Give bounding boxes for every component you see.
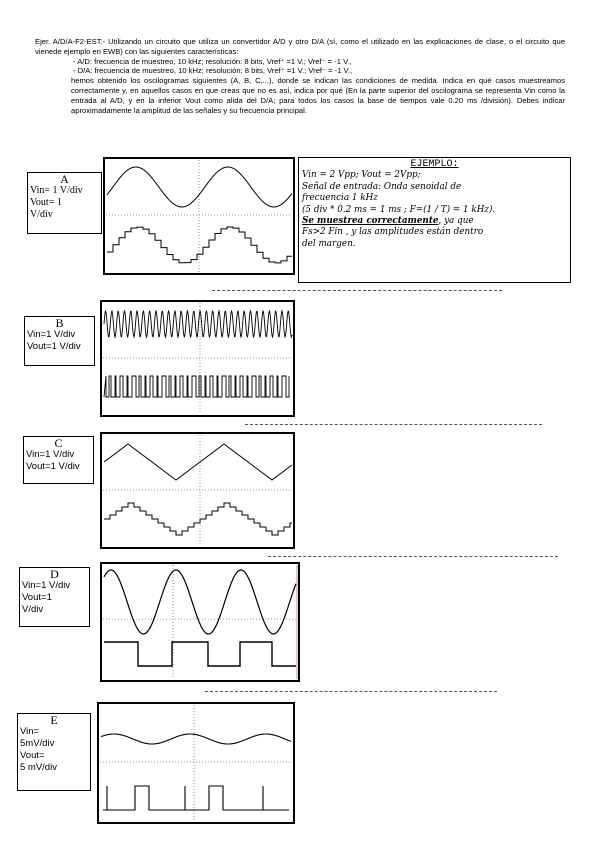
oscillogram-e (97, 702, 295, 824)
vout-scale: Vout=1 (22, 592, 52, 603)
scope-frame (101, 563, 299, 681)
case-a-label (27, 172, 102, 234)
intro-text (35, 37, 565, 115)
vout-scale-label: Vout= (20, 750, 45, 761)
example-line: del margen. (302, 238, 356, 249)
vout-scale: 5 mV/div (20, 762, 57, 773)
case-letter: C (54, 436, 63, 450)
vout-scale-unit: V/div (30, 209, 53, 220)
case-letter: E (50, 713, 58, 727)
case-letter: B (55, 316, 64, 330)
da-specs: - D/A: frecuencia de muestreo, 10 kHz; resolución: 8 bits, Vref⁺ =1 V.; Vref⁻ = -1 V., (73, 66, 353, 76)
example-conclusion: Se muestrea correctamente (302, 216, 439, 227)
case-letter: A (60, 172, 69, 186)
case-b-label (24, 316, 95, 366)
intro-paragraph: Ejer. A/D/A-F2-EST.- Utilizando un circuito que utiliza un convertidor A/D y otro D/A (sí, como el utilizado en las explicaciones de clase, o el circuito que vienede ejemplo en EWB) con las siguientes características: (35, 37, 565, 56)
scope-frame (98, 703, 294, 823)
vin-scale: Vin=1 V/div (26, 449, 75, 460)
case-c-label (23, 436, 94, 484)
oscillogram-c (100, 432, 295, 549)
example-title: EJEMPLO: (410, 159, 459, 170)
vout-scale: Vout=1 V/div (27, 341, 81, 352)
vin-scale: 5mV/div (20, 738, 55, 749)
scope-frame (101, 433, 294, 548)
vin-scale: Vin=1 V/div (22, 580, 71, 591)
separator (268, 556, 558, 557)
case-e-label (17, 713, 91, 791)
vout-scale: Vout=1 V/div (26, 461, 80, 472)
separator (245, 424, 542, 425)
instructions: hemos obtenido los oscilogramas siguientes (A, B, C,...), donde se indican las condiciones de medida. Indica en qué casos muestreamos correctamente y, en aquellos casos en que creas que no es así, indica por qué (En la parte superior del oscilograma se representa Vin como la entrada al A/D, y en la inferior Vout como alida del D/A; para todos los casos la base de tiempos vale 0.20 ms /división). Debes indicar aproximadamente la amplitud de las señales y su frecuencia principal. (71, 76, 565, 115)
example-box (298, 157, 571, 283)
vout-scale: Vout= 1 (30, 197, 62, 208)
oscillogram-b (100, 300, 295, 417)
vin-scale: Vin=1 V/div (27, 329, 76, 340)
example-line: , ya que (438, 216, 474, 227)
ad-specs: - A/D: frecuencia de muestreo, 10 kHz; resolución: 8 bits, Vref⁺ =1 V.; Vref⁻ = -1 V., (73, 56, 352, 66)
vout-scale-unit: V/div (22, 604, 44, 615)
oscillogram-e-graphic (97, 702, 295, 824)
example-line: (5 div * 0.2 ms = 1 ms ; F=(1 / T) = 1 kHz). (302, 204, 496, 215)
oscillogram-b-graphic (100, 300, 295, 417)
oscillogram-a-graphic (103, 157, 295, 275)
oscillogram-a (103, 157, 295, 275)
example-line: Vin = 2 Vpp; Vout = 2Vpp; (302, 170, 421, 181)
oscillogram-d-graphic (100, 562, 300, 682)
case-letter: D (50, 567, 59, 581)
vin-scale: Vin= 1 V/div (30, 185, 83, 196)
oscillogram-d (100, 562, 300, 682)
example-line: Señal de entrada: Onda senoidal de (302, 181, 462, 192)
case-d-label (19, 567, 90, 627)
example-line (302, 216, 567, 227)
separator (212, 290, 502, 291)
vin-scale-label: Vin= (20, 726, 40, 737)
separator (205, 691, 497, 692)
oscillogram-c-graphic (100, 432, 295, 549)
example-line: frecuencia 1 kHz (302, 193, 378, 204)
example-line: Fs>2 Fin , y las amplitudes están dentro (302, 227, 484, 238)
